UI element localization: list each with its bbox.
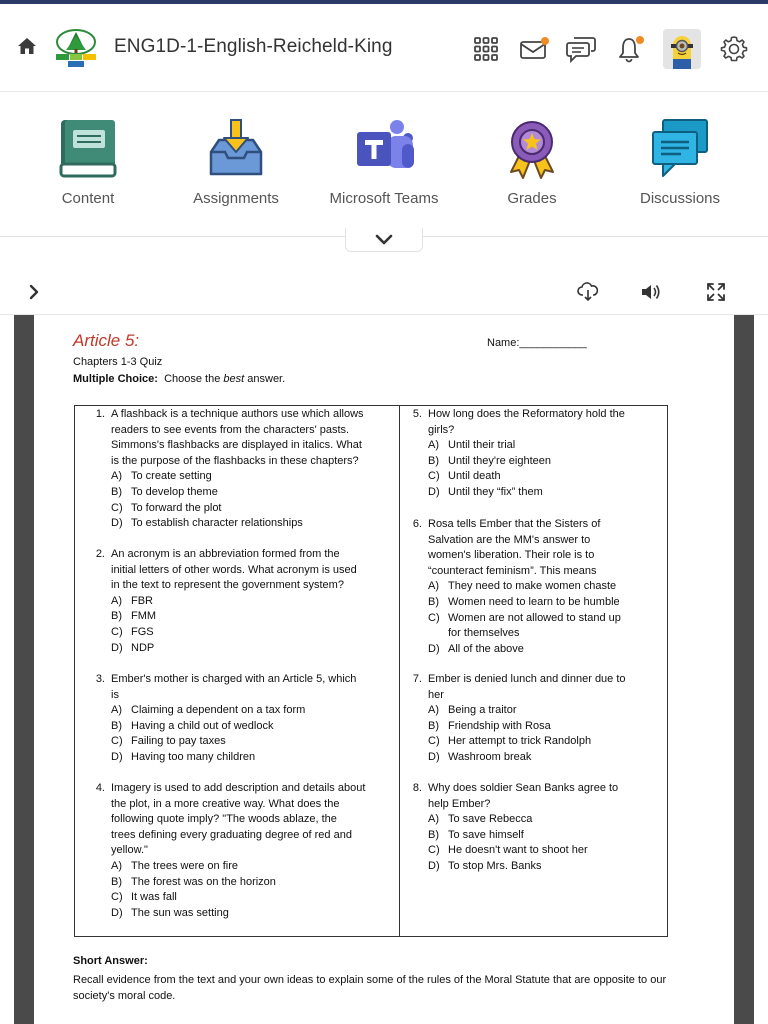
question-line: Simmons's flashbacks are displayed in italics. What <box>111 439 362 452</box>
option-letter: D) <box>428 750 440 763</box>
option-text: Claiming a dependent on a tax form <box>131 704 306 717</box>
option-letter: D) <box>428 642 440 655</box>
answer-option <box>111 641 357 657</box>
bell-icon <box>615 34 645 64</box>
option-text: Until death <box>448 470 501 483</box>
answer-option <box>428 642 621 658</box>
option-text: FMM <box>131 610 157 623</box>
answer-option <box>428 812 618 828</box>
question-text <box>111 547 357 656</box>
option-text: Friendship with Rosa <box>448 719 551 732</box>
answer-option <box>111 516 364 532</box>
option-text: To save Rebecca <box>448 813 533 826</box>
answer-options <box>111 703 356 765</box>
option-letter: D) <box>428 485 440 498</box>
fullscreen-button[interactable] <box>702 280 730 304</box>
answer-option <box>428 454 625 470</box>
answer-option <box>428 611 621 627</box>
inbox-download-icon <box>205 118 267 180</box>
document-title: Article 5: <box>73 331 140 350</box>
question-text <box>428 672 626 766</box>
question-number: 2. <box>95 548 105 560</box>
award-ribbon-icon <box>501 118 563 180</box>
question-text <box>111 672 356 766</box>
nav-item-discussions[interactable] <box>606 118 754 218</box>
nav-item-grades[interactable] <box>458 118 606 218</box>
nav-item-content[interactable] <box>14 118 162 218</box>
answer-option <box>111 750 356 766</box>
option-letter: D) <box>111 750 123 763</box>
option-letter: A) <box>428 813 439 826</box>
option-text: FGS <box>131 625 154 638</box>
option-letter: A) <box>428 704 439 717</box>
answer-options <box>428 579 621 657</box>
nav-item-assignments[interactable] <box>162 118 310 218</box>
question-line: “counteract feminism”. This means <box>428 564 597 577</box>
book-icon <box>58 118 118 180</box>
answer-options <box>111 469 364 531</box>
option-letter: B) <box>428 719 439 732</box>
school-logo[interactable] <box>54 28 98 72</box>
mail-button[interactable] <box>514 26 554 72</box>
question-number: 5. <box>412 408 422 420</box>
answer-option <box>111 719 356 735</box>
question-line: readers to see events from the characters' pasts. <box>111 423 350 436</box>
answer-option <box>111 609 357 625</box>
instructions-label: Multiple Choice: <box>73 373 158 385</box>
fullscreen-icon <box>706 282 726 302</box>
navbar-collapse-toggle[interactable] <box>345 228 423 252</box>
option-letter: B) <box>111 875 122 888</box>
option-text: Failing to pay taxes <box>131 735 226 748</box>
course-navbar <box>0 91 768 237</box>
nav-label-grades: Grades <box>507 190 557 207</box>
question-text <box>428 407 625 501</box>
option-letter: C) <box>111 501 123 514</box>
option-text: The forest was on the horizon <box>131 875 276 888</box>
option-text: To develop theme <box>131 485 218 498</box>
option-text: Being a traitor <box>448 704 517 717</box>
question-line: women's liberation. Their role is to <box>428 549 595 562</box>
answer-option <box>111 906 365 922</box>
question-line: Imagery is used to add description and details about <box>111 782 366 794</box>
nav-label-assignments: Assignments <box>193 190 279 207</box>
mail-icon <box>518 35 550 63</box>
question-line: Rosa tells Ember that the Sisters of <box>428 518 601 530</box>
column-divider <box>399 406 400 936</box>
option-letter: D) <box>111 906 123 919</box>
question-number: 3. <box>95 673 105 685</box>
notifications-button[interactable] <box>610 26 650 72</box>
name-field-label: Name:___________ <box>487 337 587 349</box>
instructions <box>73 373 285 385</box>
option-text: It was fall <box>131 891 177 904</box>
option-letter: C) <box>428 844 440 857</box>
option-text: Having too many children <box>131 750 256 763</box>
answer-options <box>111 859 365 921</box>
option-letter: B) <box>111 485 122 498</box>
answer-option <box>111 501 364 517</box>
option-text: To forward the plot <box>131 501 222 514</box>
option-text: Women are not allowed to stand up <box>448 611 621 624</box>
answer-option <box>111 875 365 891</box>
option-letter: A) <box>111 704 122 717</box>
answer-options <box>111 594 357 656</box>
nav-label-content: Content <box>61 190 115 207</box>
question-line: is <box>111 688 119 701</box>
option-letter: B) <box>428 454 439 467</box>
option-text: They need to make women chaste <box>448 580 617 593</box>
instructions-pre: Choose the <box>164 373 224 385</box>
quiz-table <box>74 405 668 937</box>
answer-option <box>428 703 626 719</box>
chevron-right-icon <box>27 284 41 300</box>
answer-option <box>428 843 618 859</box>
question-line: An acronym is an abbreviation formed from the <box>111 548 340 560</box>
option-text: Until their trial <box>448 439 516 452</box>
read-aloud-button[interactable] <box>637 280 665 304</box>
option-text: He doesn't want to shoot her <box>448 844 588 857</box>
nav-label-discussions: Discussions <box>639 190 721 207</box>
option-text: Until they're eighteen <box>448 454 551 467</box>
avatar-minion-icon <box>663 29 701 69</box>
chat-button[interactable] <box>561 26 601 72</box>
option-text: To stop Mrs. Banks <box>448 859 542 872</box>
instructions-post: answer. <box>244 373 286 385</box>
answer-option <box>111 625 357 641</box>
home-icon <box>17 36 37 56</box>
question-line: girls? <box>428 423 455 436</box>
question-line: initial letters of other words. What acronym is used <box>111 563 357 576</box>
answer-option <box>111 469 364 485</box>
answer-options <box>428 438 625 500</box>
option-text: To save himself <box>448 828 524 841</box>
answer-option <box>428 595 621 611</box>
quiz-subtitle: Chapters 1-3 Quiz <box>73 356 163 368</box>
option-letter: C) <box>428 735 440 748</box>
option-text: All of the above <box>448 642 524 655</box>
option-text: Until they “fix” them <box>448 485 543 498</box>
option-letter: B) <box>111 610 122 623</box>
option-letter: B) <box>111 719 122 732</box>
user-avatar-button[interactable] <box>663 29 701 69</box>
question-line: is the purpose of the flashbacks in these chapters? <box>111 454 359 467</box>
settings-button[interactable] <box>714 26 754 72</box>
question-number: 7. <box>412 673 422 685</box>
question-line: Ember's mother is charged with an Article 5, which <box>111 673 357 685</box>
cloud-download-icon <box>577 282 599 302</box>
question-line: Why does soldier Sean Banks agree to <box>428 782 619 794</box>
speech-bubbles-icon <box>649 118 711 180</box>
question-line: the plot, in a more creative way. What does the <box>111 797 340 810</box>
answer-option <box>111 485 364 501</box>
option-text: The sun was setting <box>131 906 229 919</box>
option-letter: A) <box>428 439 439 452</box>
question-line: Ember is denied lunch and dinner due to <box>428 673 626 685</box>
answer-option <box>111 859 365 875</box>
question-line: yellow." <box>111 844 148 857</box>
question-number: 1. <box>95 408 105 420</box>
answer-options <box>428 703 626 765</box>
option-text: Women need to learn to be humble <box>448 595 620 608</box>
answer-option <box>428 719 626 735</box>
teams-icon <box>353 118 415 180</box>
option-letter: A) <box>428 580 439 593</box>
short-answer-label: Short Answer: <box>73 955 148 967</box>
option-letter: C) <box>428 611 440 624</box>
document-page <box>34 315 734 1024</box>
answer-option <box>428 859 618 875</box>
option-letter: B) <box>428 828 439 841</box>
option-text: To establish character relationships <box>131 517 303 530</box>
question-line: in the text to represent the government system? <box>111 579 344 592</box>
app-grid-icon <box>472 35 500 63</box>
gear-icon <box>719 34 749 64</box>
download-button[interactable] <box>574 280 602 304</box>
course-title[interactable]: ENG1D-1-English-Reicheld-King <box>114 36 393 57</box>
option-text: Washroom break <box>448 750 532 763</box>
option-letter: D) <box>111 517 123 530</box>
question-number: 6. <box>412 518 422 530</box>
answer-option <box>111 703 356 719</box>
option-text-continued: for themselves <box>448 627 520 640</box>
option-text: FBR <box>131 594 153 607</box>
answer-option <box>428 469 625 485</box>
document-viewer[interactable] <box>14 315 754 1024</box>
option-text: To create setting <box>131 470 212 483</box>
speaker-icon <box>640 283 662 301</box>
question-line: following quote imply? "The woods ablaze, the <box>111 813 337 826</box>
answer-option <box>428 750 626 766</box>
document-viewer-toolbar <box>0 270 768 314</box>
option-letter: C) <box>111 735 123 748</box>
question-text <box>428 517 621 657</box>
question-text <box>428 781 618 875</box>
option-letter: A) <box>111 594 122 607</box>
option-text: Her attempt to trick Randolph <box>448 735 592 748</box>
question-line: How long does the Reformatory hold the <box>428 408 625 420</box>
question-text <box>111 781 365 921</box>
answer-option <box>428 734 626 750</box>
answer-option <box>428 579 621 595</box>
answer-option <box>428 438 625 454</box>
nav-item-microsoft-teams[interactable] <box>310 118 458 218</box>
option-letter: A) <box>111 859 122 872</box>
option-letter: C) <box>111 625 123 638</box>
option-letter: D) <box>428 859 440 872</box>
option-letter: C) <box>428 470 440 483</box>
option-text: Having a child out of wedlock <box>131 719 274 732</box>
option-letter: B) <box>428 595 439 608</box>
short-answer-prompt: Recall evidence from the text and your own ideas to explain some of the rules of the Moral Statute that are opposite to our society's moral code. <box>73 974 667 1002</box>
answer-option <box>111 594 357 610</box>
question-number: 8. <box>412 782 422 794</box>
question-line: help Ember? <box>428 797 491 810</box>
course-header <box>0 4 768 90</box>
answer-options <box>428 812 618 874</box>
option-letter: D) <box>111 641 123 654</box>
answer-option <box>111 734 356 750</box>
question-line: trees defining every graduating degree of red and <box>111 828 352 841</box>
option-text: NDP <box>131 641 155 654</box>
answer-option <box>111 890 365 906</box>
question-text <box>111 407 364 532</box>
option-text: The trees were on fire <box>131 859 238 872</box>
chevron-down-icon <box>374 233 394 247</box>
answer-option <box>428 828 618 844</box>
answer-option <box>428 485 625 501</box>
instructions-emphasis: best <box>223 373 245 385</box>
nav-label-microsoft-teams: Microsoft Teams <box>329 190 439 207</box>
app-launcher-button[interactable] <box>466 26 506 72</box>
question-line: her <box>428 688 444 701</box>
school-logo-icon <box>54 28 98 72</box>
home-button[interactable] <box>17 36 37 58</box>
question-line: Salvation are the MM's answer to <box>428 533 591 546</box>
option-letter: A) <box>111 470 122 483</box>
question-number: 4. <box>95 782 105 794</box>
chat-icon <box>565 34 597 64</box>
option-letter: C) <box>111 891 123 904</box>
expand-sidebar-button[interactable] <box>20 280 48 304</box>
question-line: A flashback is a technique authors use which allows <box>111 408 364 420</box>
